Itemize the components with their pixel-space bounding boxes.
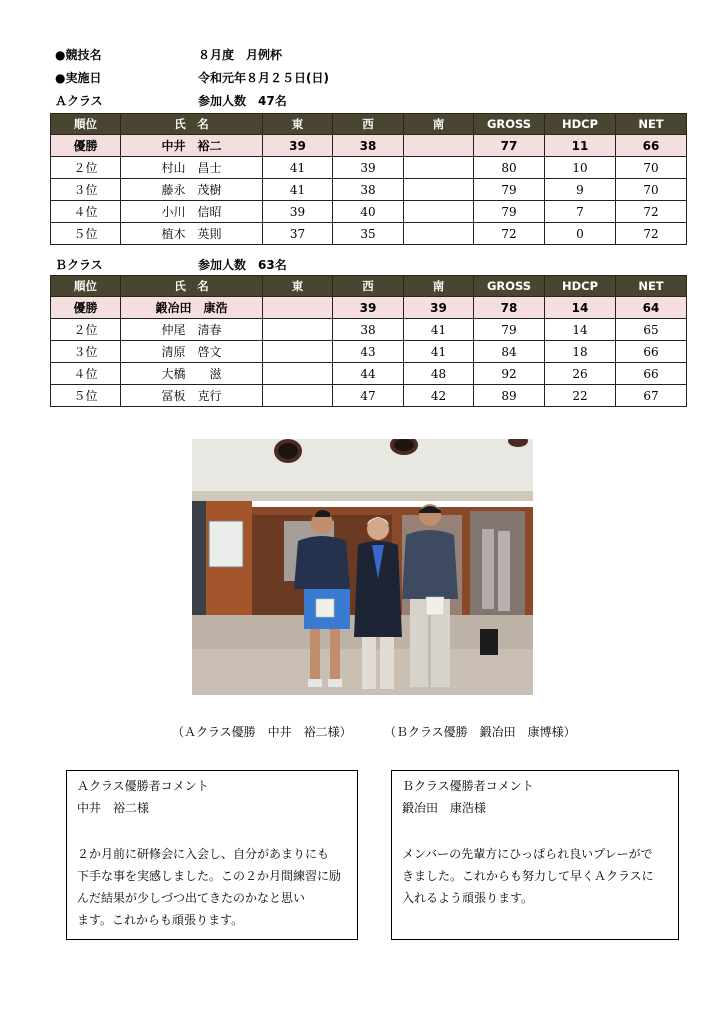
cell-rank: 優勝 [51,135,121,157]
class-a-results-table [50,113,687,245]
cell-hdcp: 11 [545,135,616,157]
cell-west: 44 [333,363,404,385]
event-name-value: ８月度 月例杯 [198,48,283,62]
cell-west: 43 [333,341,404,363]
cell-south [404,135,474,157]
col-west: 西 [333,276,404,297]
table-row [51,201,687,223]
cell-net: 66 [616,341,687,363]
cell-south: 41 [404,319,474,341]
col-east: 東 [263,276,333,297]
cell-gross: 79 [474,201,545,223]
comment-box-class-a [66,770,358,940]
cell-south [404,179,474,201]
cell-name: 中井 裕二 [121,135,263,157]
cell-hdcp: 22 [545,385,616,407]
class-b-title: Ｂクラス [55,258,103,272]
table-header-row [51,276,687,297]
cell-gross: 77 [474,135,545,157]
cell-net: 66 [616,135,687,157]
comment-a-line: んだ結果が少しづつ出てきたのかなと思い [77,891,306,905]
cell-net: 70 [616,179,687,201]
cell-rank: ２位 [51,319,121,341]
table-row [51,319,687,341]
class-a-title: Ａクラス [55,94,103,108]
cell-gross: 72 [474,223,545,245]
cell-net: 65 [616,319,687,341]
table-row [51,223,687,245]
cell-name: 小川 信昭 [121,201,263,223]
cell-hdcp: 10 [545,157,616,179]
table-row [51,135,687,157]
cell-rank: 優勝 [51,297,121,319]
cell-west: 47 [333,385,404,407]
cell-east: 41 [263,157,333,179]
cell-gross: 79 [474,179,545,201]
cell-rank: ２位 [51,157,121,179]
cell-east [263,385,333,407]
table-row [51,157,687,179]
cell-east: 39 [263,135,333,157]
table-row [51,385,687,407]
cell-name: 仲尾 清春 [121,319,263,341]
cell-hdcp: 0 [545,223,616,245]
cell-net: 72 [616,201,687,223]
cell-name: 清原 啓文 [121,341,263,363]
cell-east [263,319,333,341]
cell-west: 38 [333,319,404,341]
class-b-results-table [50,275,687,407]
event-date-value: 令和元年８月２５日(日) [198,71,329,85]
comment-b-line: きました。これからも努力して早くＡクラスに [402,869,654,883]
col-rank: 順位 [51,114,121,135]
cell-east: 41 [263,179,333,201]
comment-b-line: 入れるよう頑張ります。 [402,891,534,905]
table-row [51,297,687,319]
col-hdcp: HDCP [545,114,616,135]
cell-west: 38 [333,179,404,201]
col-gross: GROSS [474,276,545,297]
cell-rank: ４位 [51,363,121,385]
col-net: NET [616,114,687,135]
col-south: 南 [404,114,474,135]
col-east: 東 [263,114,333,135]
cell-west: 38 [333,135,404,157]
cell-rank: ５位 [51,223,121,245]
table-header-row [51,114,687,135]
col-rank: 順位 [51,276,121,297]
cell-hdcp: 18 [545,341,616,363]
cell-net: 70 [616,157,687,179]
cell-east: 37 [263,223,333,245]
cell-hdcp: 9 [545,179,616,201]
cell-rank: ３位 [51,341,121,363]
table-row [51,341,687,363]
cell-gross: 79 [474,319,545,341]
cell-south: 41 [404,341,474,363]
col-name: 氏 名 [121,114,263,135]
comment-b-title: Ｂクラス優勝者コメント [402,779,534,793]
cell-rank: ４位 [51,201,121,223]
cell-hdcp: 26 [545,363,616,385]
comment-box-class-b [391,770,679,940]
comment-a-name: 中井 裕二様 [77,801,150,815]
caption-class-b: （Ｂクラス優勝 鍛冶田 康博様） [384,725,576,739]
comment-a-line: ます。これからも頑張ります。 [77,913,244,927]
cell-net: 67 [616,385,687,407]
comment-a-line: ２か月前に研修会に入会し、自分があまりにも [77,847,330,861]
comment-a-title: Ａクラス優勝者コメント [77,779,209,793]
cell-south [404,223,474,245]
cell-net: 72 [616,223,687,245]
cell-hdcp: 14 [545,319,616,341]
comment-a-line: 下手な事を実感しました。この２か月間練習に励 [77,869,342,883]
table-row [51,179,687,201]
col-west: 西 [333,114,404,135]
event-date-label: ●実施日 [55,71,102,85]
cell-west: 35 [333,223,404,245]
cell-gross: 80 [474,157,545,179]
cell-south [404,157,474,179]
cell-rank: ３位 [51,179,121,201]
cell-rank: ５位 [51,385,121,407]
cell-west: 39 [333,157,404,179]
col-south: 南 [404,276,474,297]
col-net: NET [616,276,687,297]
cell-name: 鍛冶田 康浩 [121,297,263,319]
comment-b-name: 鍛冶田 康浩様 [402,801,487,815]
cell-south [404,201,474,223]
cell-gross: 84 [474,341,545,363]
cell-east [263,363,333,385]
cell-west: 39 [333,297,404,319]
cell-name: 村山 昌士 [121,157,263,179]
cell-west: 40 [333,201,404,223]
cell-gross: 78 [474,297,545,319]
event-name-label: ●競技名 [55,48,102,62]
cell-south: 39 [404,297,474,319]
cell-east [263,297,333,319]
cell-name: 植木 英則 [121,223,263,245]
comment-b-line: メンバーの先輩方にひっぱられ良いプレーがで [402,847,653,861]
class-a-participants: 参加人数 47名 [198,94,287,108]
cell-net: 66 [616,363,687,385]
col-hdcp: HDCP [545,276,616,297]
cell-south: 42 [404,385,474,407]
col-name: 氏 名 [121,276,263,297]
cell-east: 39 [263,201,333,223]
winners-photo [192,439,533,695]
cell-east [263,341,333,363]
cell-net: 64 [616,297,687,319]
class-b-participants: 参加人数 63名 [198,258,287,272]
cell-name: 大橋 滋 [121,363,263,385]
table-row [51,363,687,385]
cell-south: 48 [404,363,474,385]
col-gross: GROSS [474,114,545,135]
caption-class-a: （Ａクラス優勝 中井 裕二様） [172,725,352,739]
cell-name: 冨板 克行 [121,385,263,407]
cell-gross: 92 [474,363,545,385]
cell-name: 藤永 茂樹 [121,179,263,201]
cell-hdcp: 14 [545,297,616,319]
cell-gross: 89 [474,385,545,407]
cell-hdcp: 7 [545,201,616,223]
